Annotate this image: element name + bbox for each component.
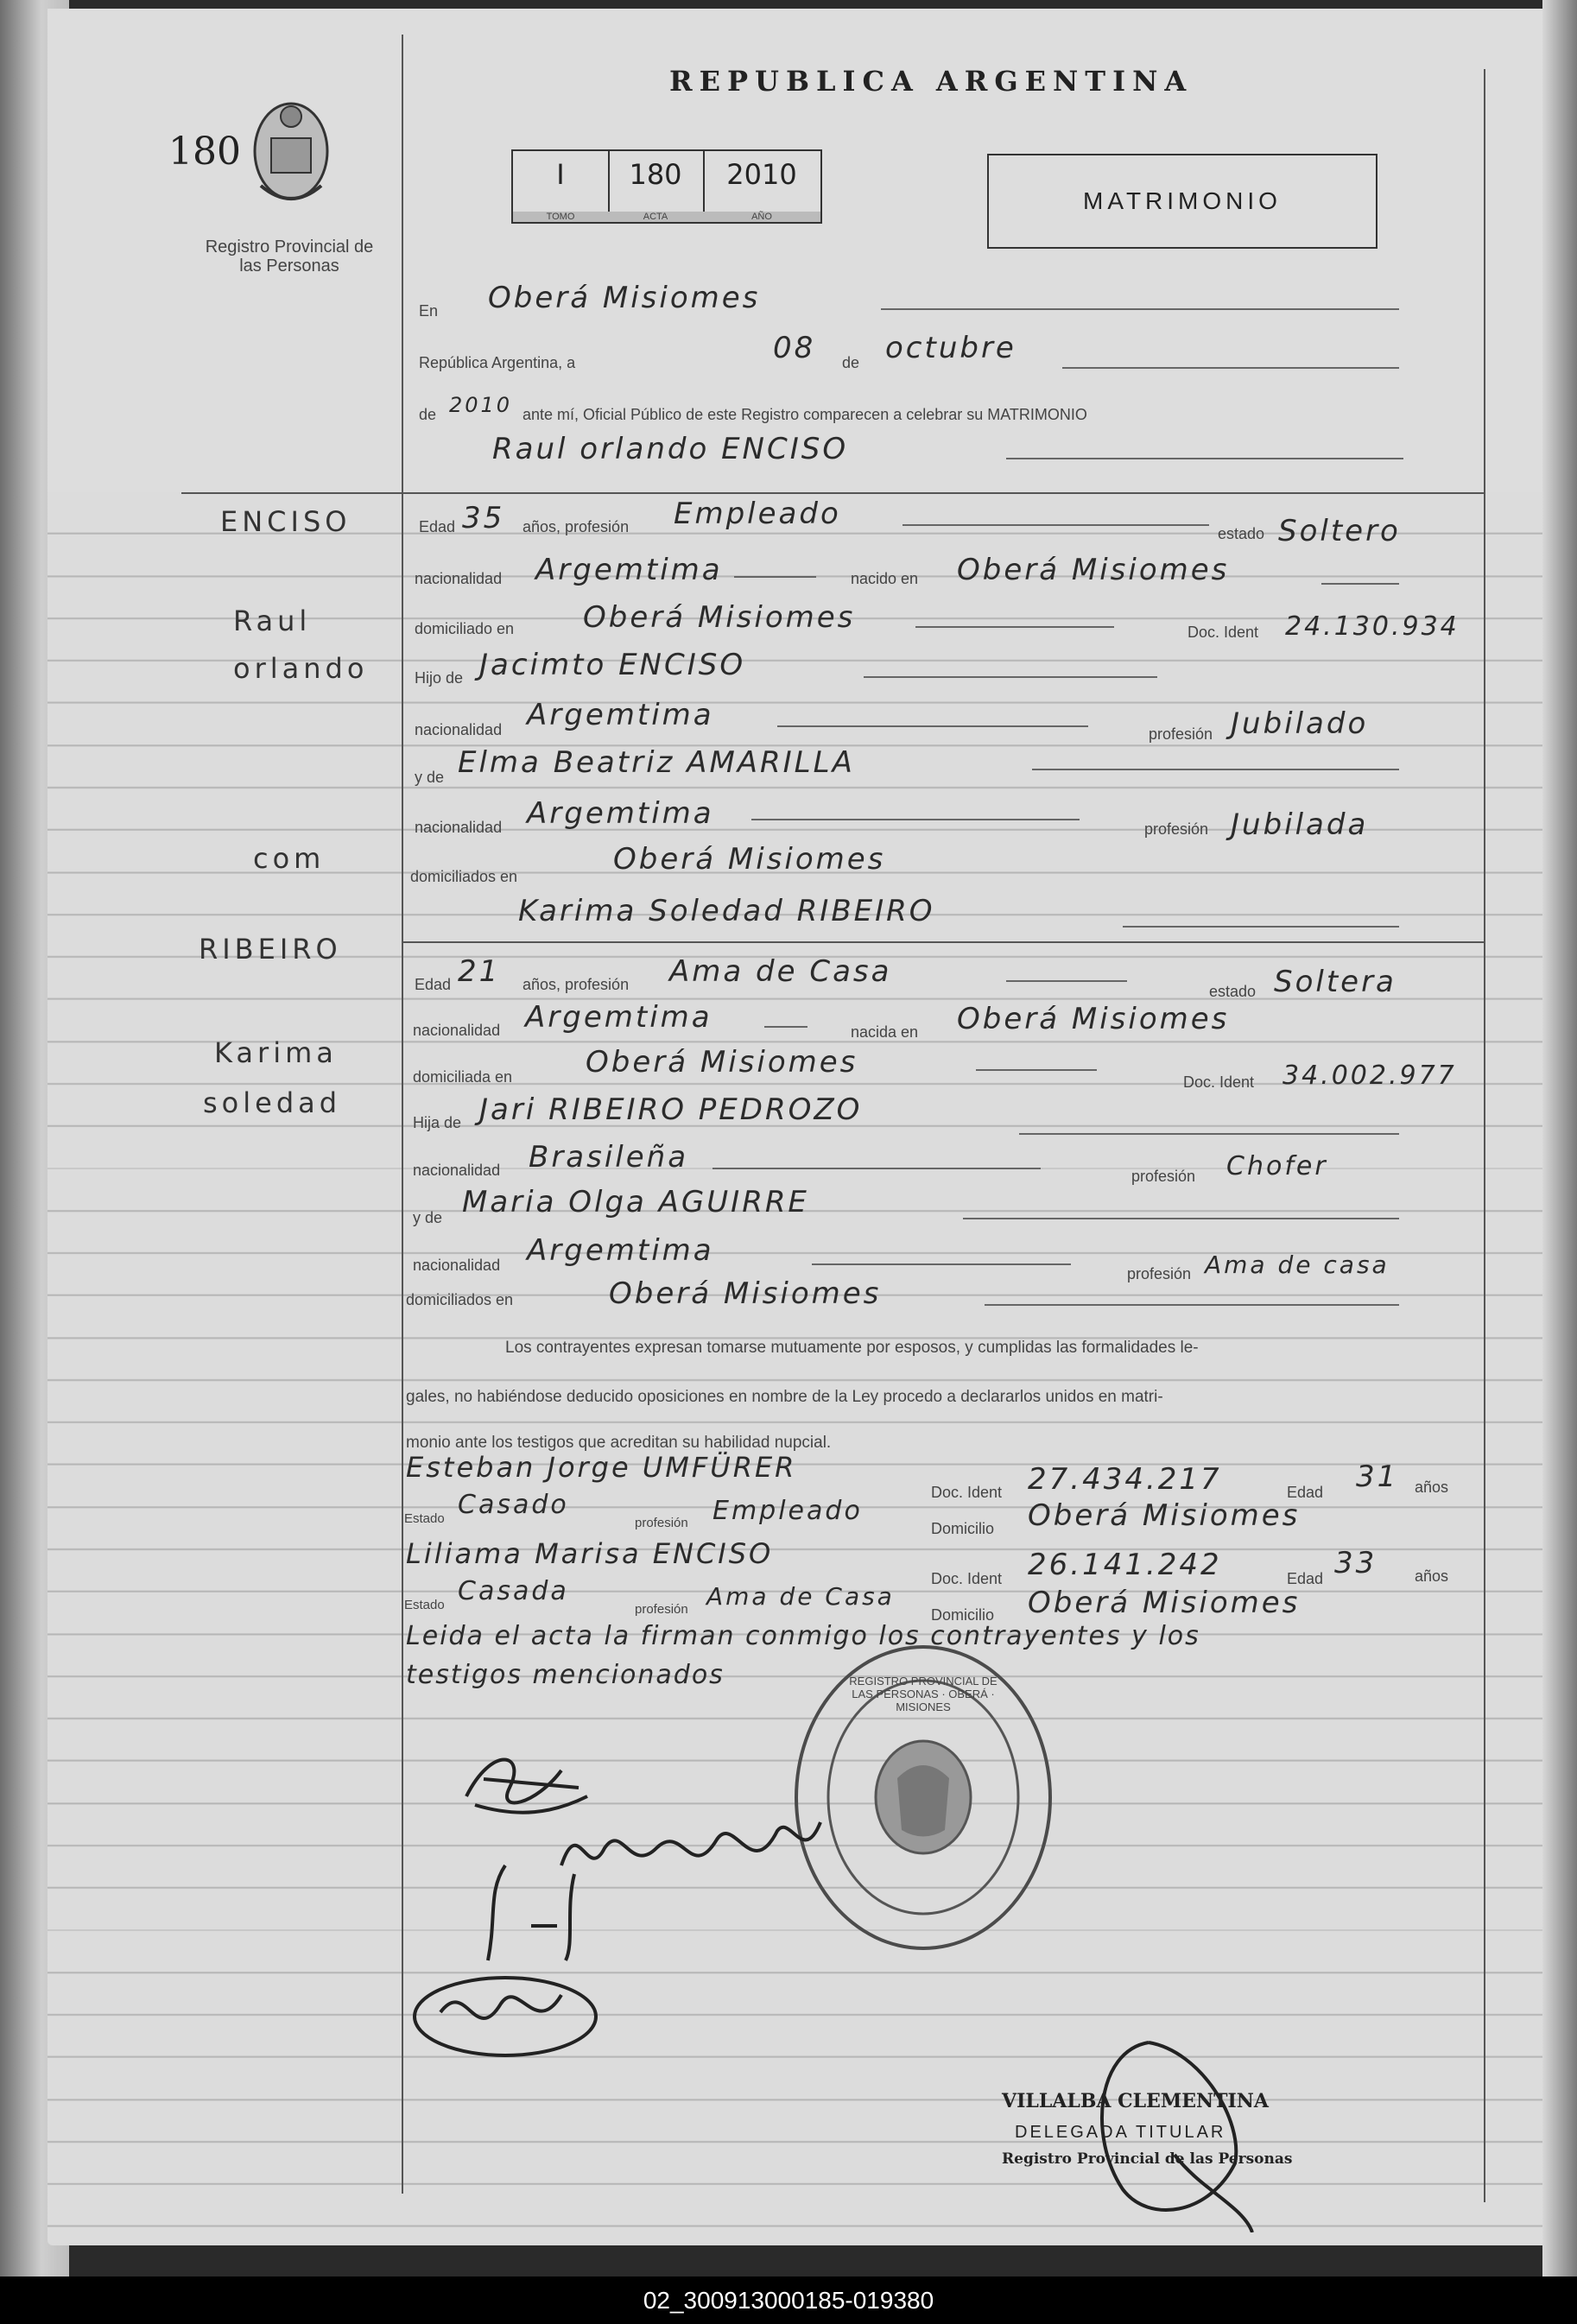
groom-doc-label: Doc. Ident — [1188, 624, 1259, 641]
margin-bride-name2: soledad — [203, 1086, 342, 1119]
scan-footer-id: 02_300913000185-019380 — [0, 2277, 1577, 2324]
bride-age-label: Edad — [415, 976, 452, 993]
bride-parents-dom-label: domiciliados en — [406, 1291, 514, 1308]
official-name: VILLALBA CLEMENTINA — [1002, 2090, 1269, 2112]
margin-groom-name2: orlando — [233, 652, 369, 685]
groom-born-label: nacido en — [851, 570, 919, 587]
de-label: de — [842, 354, 860, 371]
groom-prof-label: años, profesión — [522, 518, 630, 535]
groom-mother-prof-label: profesión — [1144, 820, 1209, 838]
witness2-profession: Ama de Casa — [706, 1582, 895, 1611]
anio-label: AÑO — [703, 212, 820, 222]
witness2-prof-label: profesión — [635, 1602, 688, 1617]
republica-label: República Argentina, a — [419, 354, 576, 371]
bride-mother-prof: Ama de casa — [1205, 1251, 1390, 1279]
bride-father-prof: Chofer — [1226, 1151, 1328, 1181]
bride-nationality: Argemtima — [525, 1000, 712, 1035]
witness1-age-label: Edad — [1287, 1484, 1324, 1501]
groom-nat-label: nacionalidad — [415, 570, 503, 587]
witness1-name: Esteban Jorge UMFÜRER — [406, 1451, 797, 1484]
declaration-line2: gales, no habiéndose deducido oposiciones en nombre de la Ley procedo a declararlos unidos en matri- — [406, 1388, 1163, 1406]
groom-status-label: estado — [1218, 525, 1265, 542]
bride-status-label: estado — [1209, 983, 1257, 1000]
witness2-age-label: Edad — [1287, 1570, 1324, 1587]
groom-mother: Elma Beatriz AMARILLA — [458, 745, 855, 780]
bride-mother-nat-label: nacionalidad — [413, 1257, 501, 1274]
groom-father-prof-label: profesión — [1149, 725, 1213, 743]
intro-statement: ante mí, Oficial Público de este Registro comparecen a celebrar su MATRIMONIO — [522, 406, 1087, 423]
witness1-doc: 27.434.217 — [1028, 1462, 1222, 1497]
bride-doc-label: Doc. Ident — [1183, 1073, 1255, 1091]
bride-father: Jari RIBEIRO PEDROZO — [479, 1092, 863, 1127]
official-title: DELEGADA TITULAR — [1015, 2123, 1226, 2142]
tomo-value: I — [556, 158, 565, 191]
intro-year: 2010 — [449, 393, 513, 417]
groom-mother-prof: Jubilada — [1231, 807, 1369, 842]
groom-doc: 24.130.934 — [1285, 611, 1460, 642]
bride-parents-dom: Oberá Misiomes — [609, 1276, 882, 1311]
groom-nationality: Argemtima — [535, 553, 723, 587]
bride-doc: 34.002.977 — [1282, 1061, 1457, 1091]
right-margin-line — [1484, 69, 1485, 2202]
intro-place: Oberá Misiomes — [488, 281, 761, 315]
groom-mother-nat-label: nacionalidad — [415, 819, 503, 836]
bride-father-prof-label: profesión — [1131, 1168, 1196, 1185]
acta-label: ACTA — [608, 212, 703, 222]
coat-of-arms-icon — [244, 91, 339, 212]
bride-born-label: nacida en — [851, 1023, 919, 1041]
registry-name: Registro Provincial de las Personas — [205, 237, 374, 275]
bride-nat-label: nacionalidad — [413, 1022, 501, 1039]
groom-parents-dom-label: domiciliados en — [410, 868, 518, 885]
groom-profession: Empleado — [674, 497, 841, 531]
intro-day: 08 — [773, 331, 816, 365]
witness2-doc-label: Doc. Ident — [931, 1570, 1003, 1587]
witness2-age: 33 — [1334, 1546, 1378, 1580]
registry-seal-stamp — [795, 1645, 1052, 1950]
witness2-doc: 26.141.242 — [1028, 1548, 1222, 1582]
groom-father-nat-label: nacionalidad — [415, 721, 503, 738]
groom-age-label: Edad — [419, 518, 456, 535]
bride-prof-label: años, profesión — [522, 976, 630, 993]
witness2-status: Casada — [458, 1576, 569, 1606]
anio-value: 2010 — [726, 158, 797, 191]
witness2-domicile: Oberá Misiomes — [1028, 1586, 1301, 1620]
witness1-prof-label: profesión — [635, 1516, 688, 1530]
closing-line1: Leida el acta la firman conmigo los contrayentes y los — [406, 1621, 1200, 1651]
groom-parents-dom: Oberá Misiomes — [613, 842, 886, 877]
witness2-status-label: Estado — [404, 1598, 445, 1612]
witness1-age: 31 — [1356, 1460, 1399, 1494]
acta-value: 180 — [629, 158, 682, 191]
closing-line2: testigos mencionados — [406, 1660, 725, 1690]
bride-father-nat: Brasileña — [529, 1140, 689, 1175]
witness1-dom-label: Domicilio — [931, 1520, 995, 1537]
groom-mother-nat: Argemtima — [527, 796, 714, 831]
bride-father-nat-label: nacionalidad — [413, 1162, 501, 1179]
margin-groom-surname: ENCISO — [220, 505, 352, 538]
witness1-doc-label: Doc. Ident — [931, 1484, 1003, 1501]
tomo-acta-anio-box — [511, 149, 822, 224]
act-type-box — [987, 154, 1378, 249]
bride-father-label: Hija de — [413, 1114, 462, 1131]
margin-number: 180 — [168, 130, 241, 174]
bride-mother-label: y de — [413, 1209, 443, 1226]
bride-mother-nat: Argemtima — [527, 1233, 714, 1268]
groom-domicile: Oberá Misiomes — [583, 600, 856, 635]
groom-mother-label: y de — [415, 769, 445, 786]
tomo-label: TOMO — [513, 212, 608, 222]
bride-mother-prof-label: profesión — [1127, 1265, 1192, 1282]
margin-con: com — [253, 842, 326, 875]
groom-father: Jacimto ENCISO — [479, 648, 746, 682]
bride-domicile: Oberá Misiomes — [586, 1045, 858, 1080]
witness1-domicile: Oberá Misiomes — [1028, 1498, 1301, 1533]
country-title: REPUBLICA ARGENTINA — [669, 65, 1194, 98]
signature-bride — [479, 1857, 600, 1969]
groom-dom-label: domiciliado en — [415, 620, 515, 637]
groom-age: 35 — [462, 501, 505, 535]
witness1-status-label: Estado — [404, 1511, 445, 1526]
signature-witness2 — [406, 1960, 605, 2064]
witness2-name: Liliama Marisa ENCISO — [406, 1537, 774, 1570]
margin-divider — [402, 35, 403, 2194]
witness1-anos-label: años — [1415, 1479, 1449, 1496]
en-label: En — [419, 302, 439, 320]
intro-month: octubre — [885, 331, 1016, 365]
groom-father-prof: Jubilado — [1231, 706, 1369, 741]
bride-age: 21 — [458, 954, 501, 989]
bride-birthplace: Oberá Misiomes — [957, 1002, 1230, 1036]
bride-profession: Ama de Casa — [669, 954, 892, 989]
act-type: MATRIMONIO — [1083, 187, 1282, 214]
groom-father-nat: Argemtima — [527, 698, 714, 732]
groom-father-label: Hijo de — [415, 669, 464, 687]
de2-label: de — [419, 406, 437, 423]
book-right-edge — [1542, 0, 1577, 2324]
margin-groom-name1: Raul — [233, 605, 312, 637]
witness1-profession: Empleado — [712, 1496, 863, 1526]
margin-bride-name1: Karima — [214, 1036, 338, 1069]
witness1-status: Casado — [458, 1490, 569, 1520]
margin-bride-surname: RIBEIRO — [199, 933, 342, 966]
witness2-anos-label: años — [1415, 1567, 1449, 1585]
bride-dom-label: domiciliada en — [413, 1068, 513, 1086]
bride-full-name: Karima Soledad RIBEIRO — [518, 894, 935, 928]
official-registry: Registro Provincial de las Personas — [1002, 2150, 1293, 2168]
declaration-line3: monio ante los testigos que acreditan su habilidad nupcial. — [406, 1434, 832, 1452]
groom-status: Soltero — [1278, 514, 1401, 548]
witness2-dom-label: Domicilio — [931, 1606, 995, 1624]
declaration-line1: Los contrayentes expresan tomarse mutuamente por esposos, y cumplidas las formalidades le- — [505, 1339, 1199, 1357]
groom-full-name: Raul orlando ENCISO — [492, 432, 849, 466]
stamp-text: REGISTRO PROVINCIAL DE LAS PERSONAS · OBERÁ · MISIONES — [849, 1675, 998, 1713]
bride-status: Soltera — [1274, 965, 1396, 999]
groom-birthplace: Oberá Misiomes — [957, 553, 1230, 587]
bride-mother: Maria Olga AGUIRRE — [462, 1185, 809, 1219]
